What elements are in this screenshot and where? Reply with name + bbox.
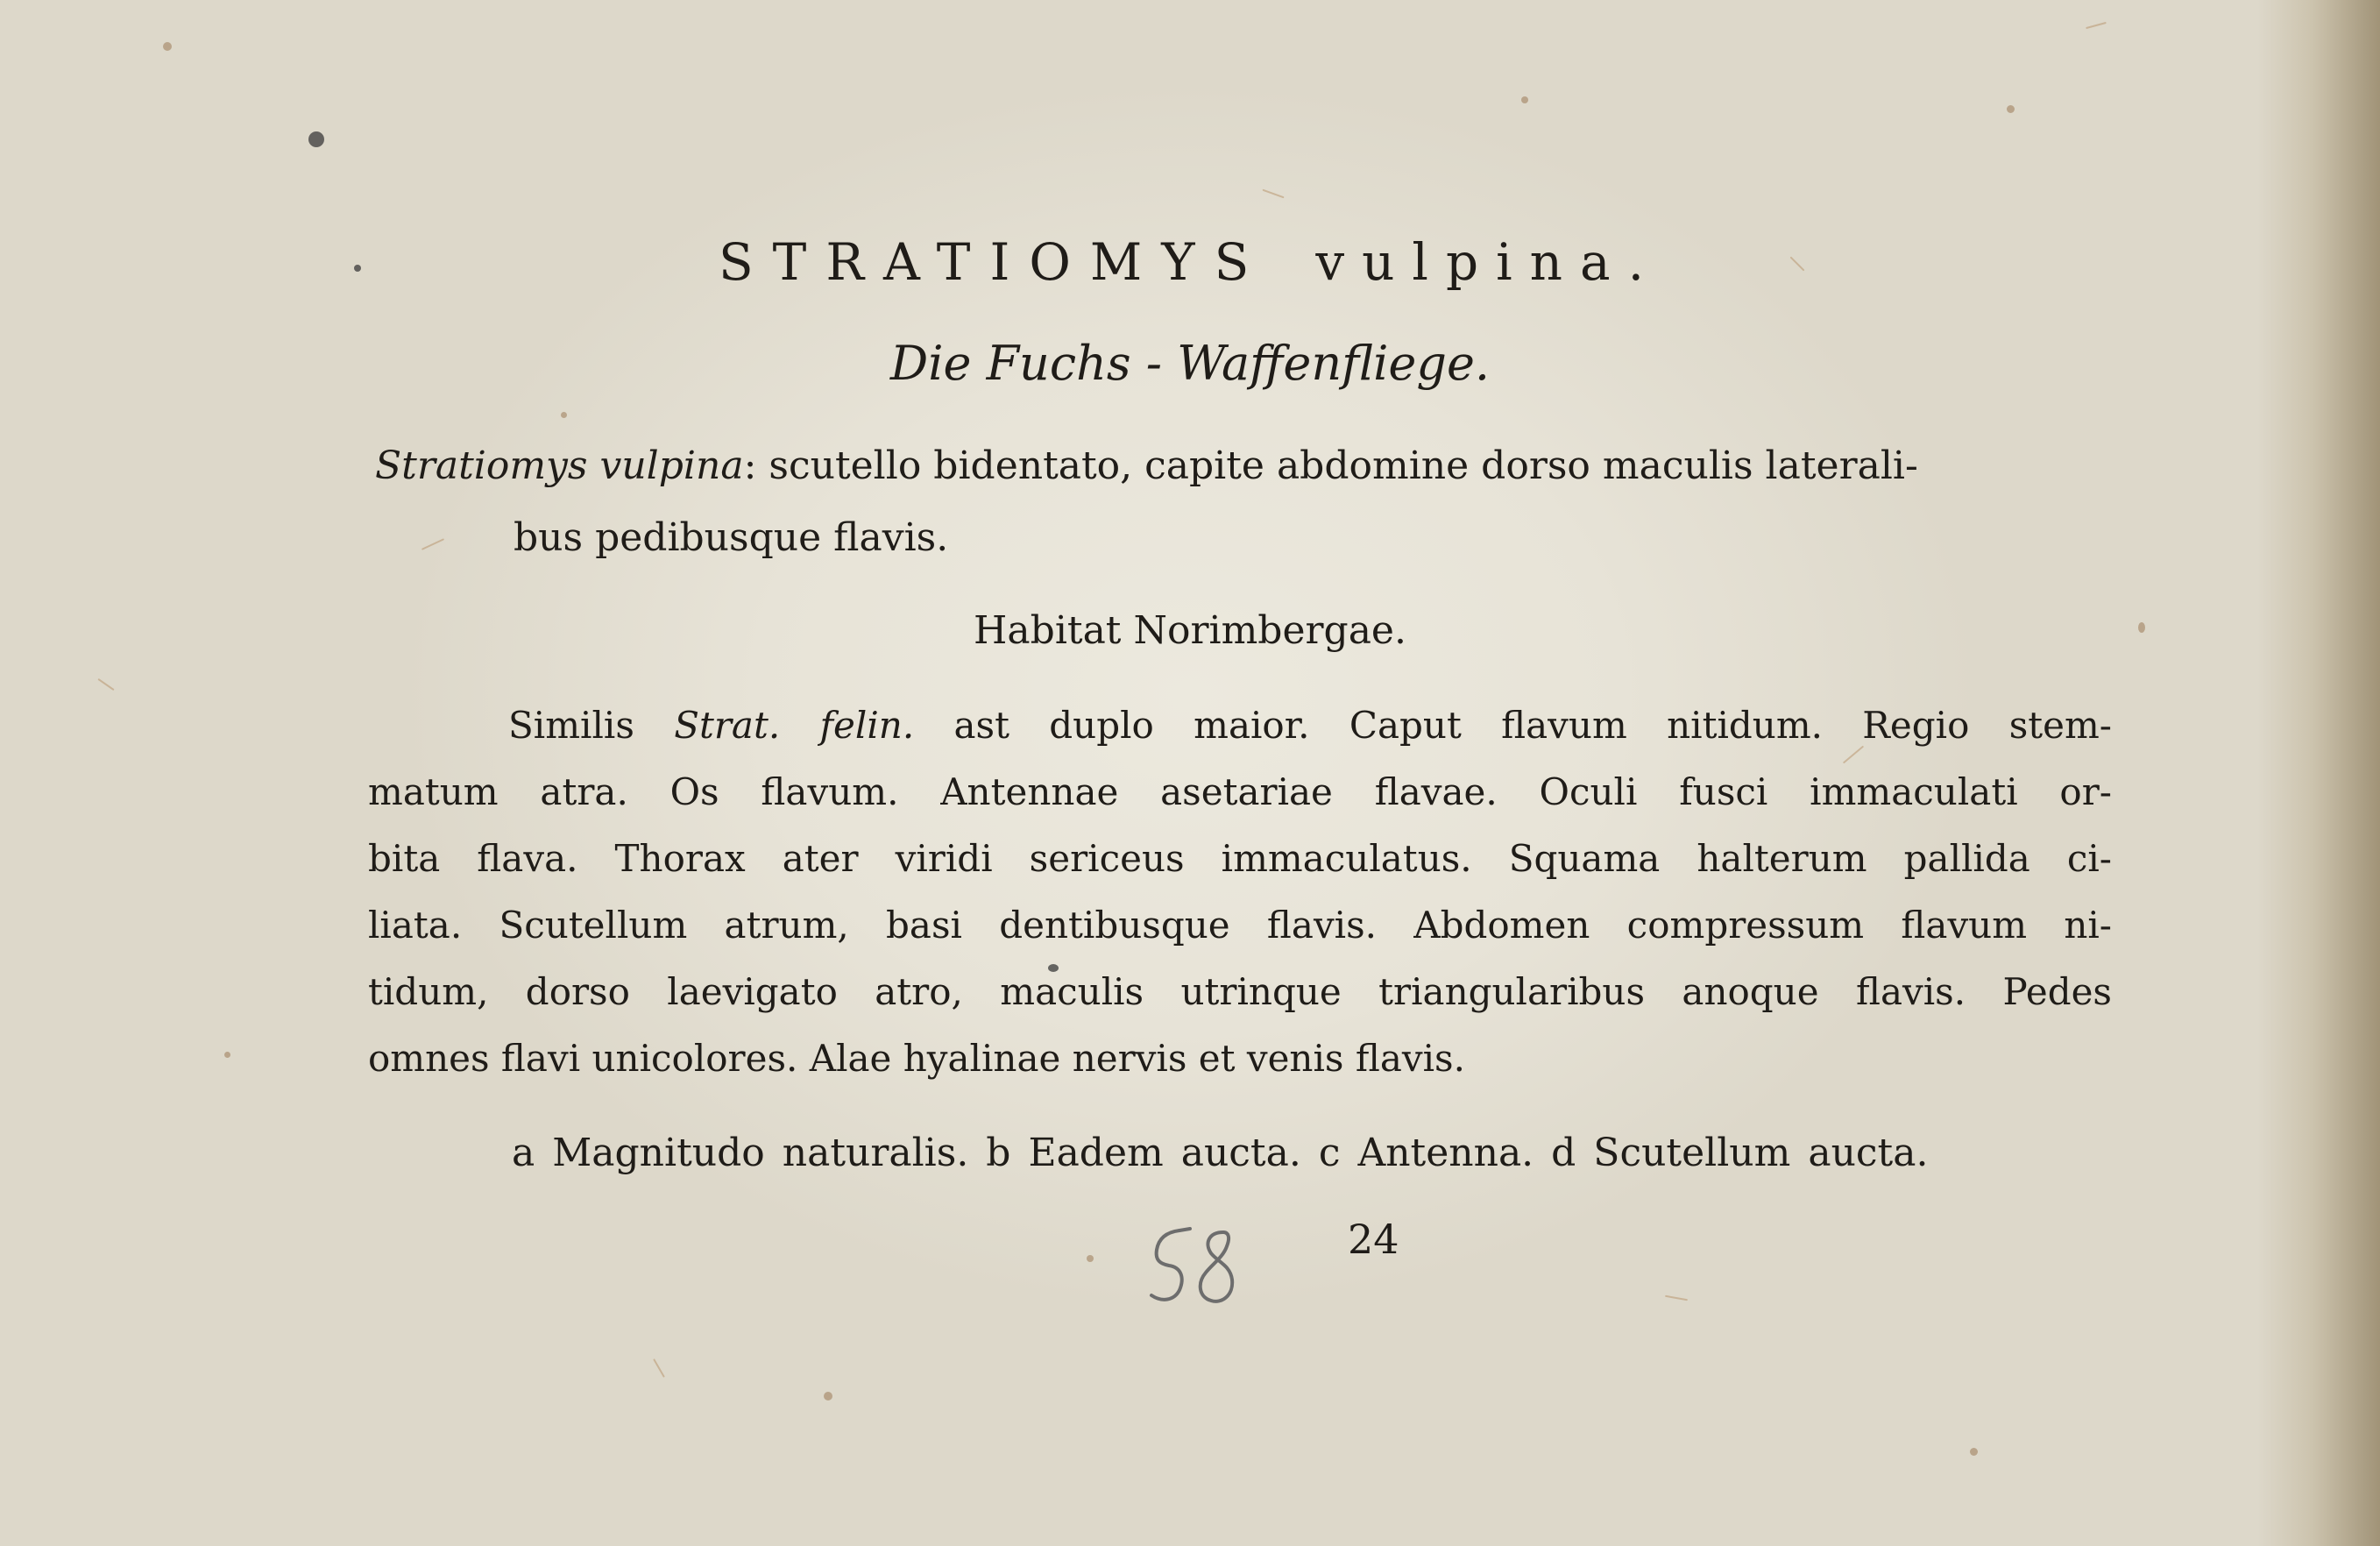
paper-fiber [1665, 1295, 1688, 1301]
description-line-6: omnes flavi unicolores. Alae hyalinae nervis et venis flavis. [368, 1037, 1465, 1080]
description-line-3: bita flava. Thorax ater viridi sericeus immaculatus. Squama halterum pallida ci- [368, 837, 2112, 880]
species-title [0, 231, 2380, 293]
common-name: Die Fuchs - Waffenfliege. [889, 336, 1491, 391]
diagnosis-line-2: bus pedibusque flavis. [514, 515, 949, 560]
habitat-line: Habitat Norimbergae. [974, 608, 1406, 653]
paper-speck [163, 42, 172, 51]
description-line-4: liata. Scutellum atrum, basi dentibusque flavis. Abdomen compressum flavum ni- [368, 904, 2112, 947]
diagnosis-line-1 [375, 433, 1918, 500]
paper-fiber [2086, 22, 2107, 29]
paper-speck [1970, 1448, 1978, 1456]
paper-speck [824, 1392, 832, 1401]
paper-speck [1521, 96, 1528, 103]
diagnosis-separator: : [743, 443, 757, 488]
paper-speck [2007, 105, 2015, 113]
page-number: 24 [1348, 1216, 1399, 1263]
description-rest: ast duplo maior. Caput flavum nitidum. Regio stem- [953, 704, 2112, 747]
paper-speck [1087, 1255, 1094, 1262]
description-line-2: matum atra. Os flavum. Antennae asetariae flavae. Oculi fusci immaculati or- [368, 770, 2112, 813]
figure-legend: a Magnitudo naturalis. b Eadem aucta. c Antenna. d Scutellum aucta. [512, 1131, 1929, 1175]
paper-fiber [1262, 189, 1284, 199]
species-epithet: vulpina. [1315, 232, 1662, 292]
description-lead: Similis [508, 704, 634, 747]
paper-speck [224, 1052, 230, 1058]
handwritten-pencil-number [1139, 1215, 1253, 1329]
paper-fiber [421, 538, 444, 550]
genus-name: STRATIOMYS [718, 232, 1269, 292]
paper-speck [561, 412, 567, 418]
description-reference: Strat. felin. [674, 704, 915, 747]
paper-fiber [97, 678, 114, 691]
diagnosis-text: scutello bidentato, capite abdomine dorso maculis laterali- [769, 443, 1918, 488]
description-line-5: tidum, dorso laevigato atro, maculis utrinque triangularibus anoque flavis. Pedes [368, 970, 2112, 1013]
description-line-1 [508, 692, 2112, 758]
paper-fiber [653, 1358, 665, 1378]
ink-dot [308, 131, 324, 147]
diagnosis-species-name: Stratiomys vulpina [375, 443, 744, 488]
